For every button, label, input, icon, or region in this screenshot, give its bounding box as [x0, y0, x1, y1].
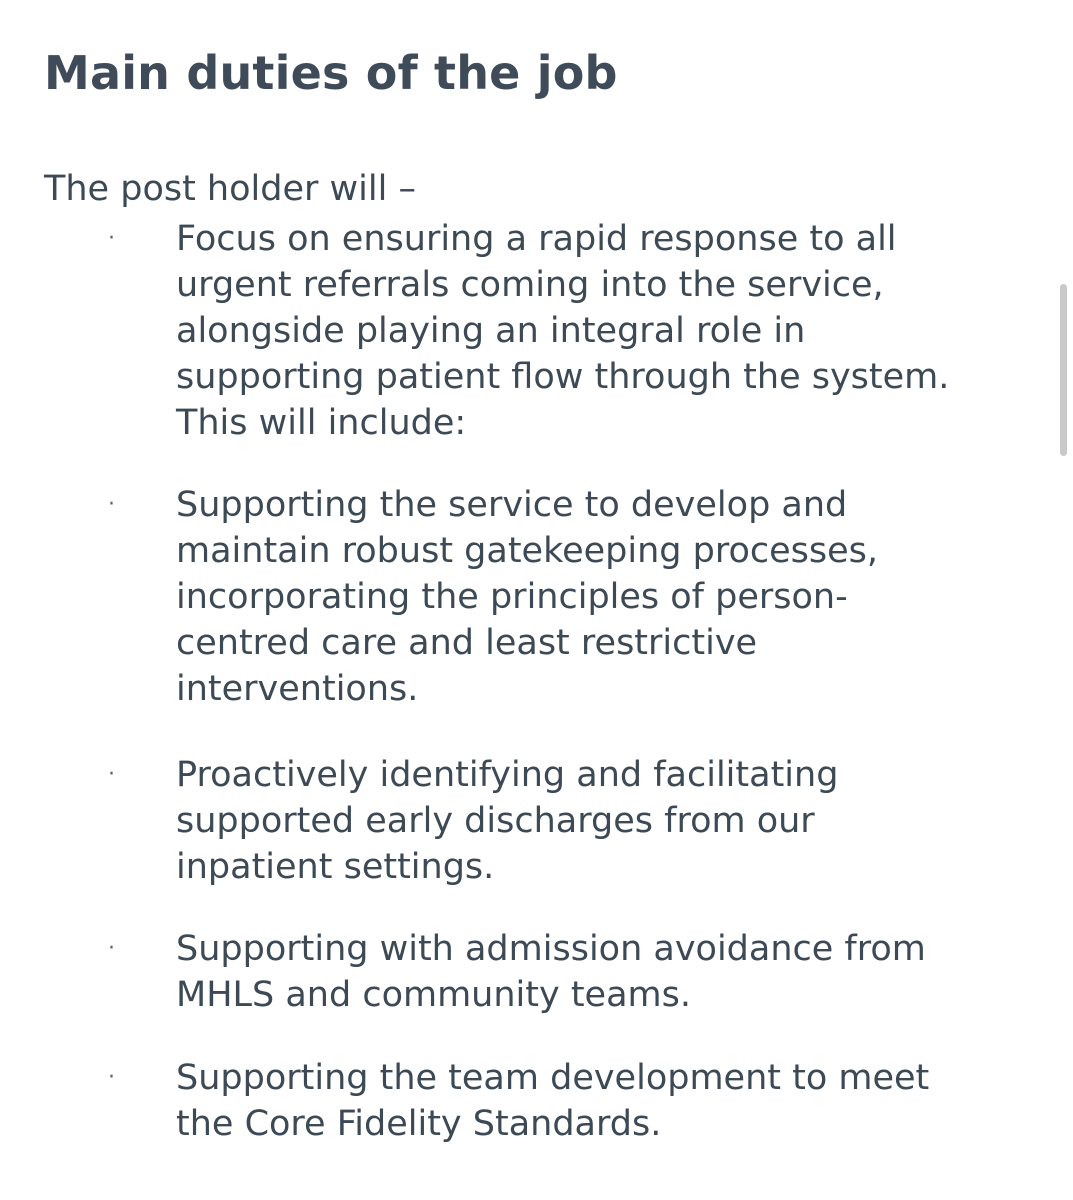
bullet-icon: ·: [108, 936, 115, 961]
duty-text: Focus on ensuring a rapid response to all urgent referrals coming into the service, alongside playing an integral role in supporting patient flow through the system. This will include:: [176, 219, 950, 443]
duty-text: Supporting the service to develop and maintain robust gatekeeping processes, incorporating the principles of person- centred care and least restrictive interventions.: [176, 485, 879, 709]
section-heading: Main duties of the job: [44, 46, 618, 100]
intro-text: The post holder will –: [44, 169, 416, 209]
bullet-icon: ·: [108, 492, 115, 517]
duty-text: Proactively identifying and facilitating supported early discharges from our inpatient settings.: [176, 755, 839, 887]
bullet-icon: ·: [108, 226, 115, 251]
scrollbar-thumb[interactable]: [1060, 284, 1067, 456]
vertical-scrollbar[interactable]: [1058, 0, 1073, 1200]
bullet-icon: ·: [108, 1065, 115, 1090]
bullet-icon: ·: [108, 762, 115, 787]
duty-text: Supporting with admission avoidance from MHLS and community teams.: [176, 929, 926, 1015]
duty-text: Supporting the team development to meet the Core Fidelity Standards.: [176, 1058, 930, 1144]
